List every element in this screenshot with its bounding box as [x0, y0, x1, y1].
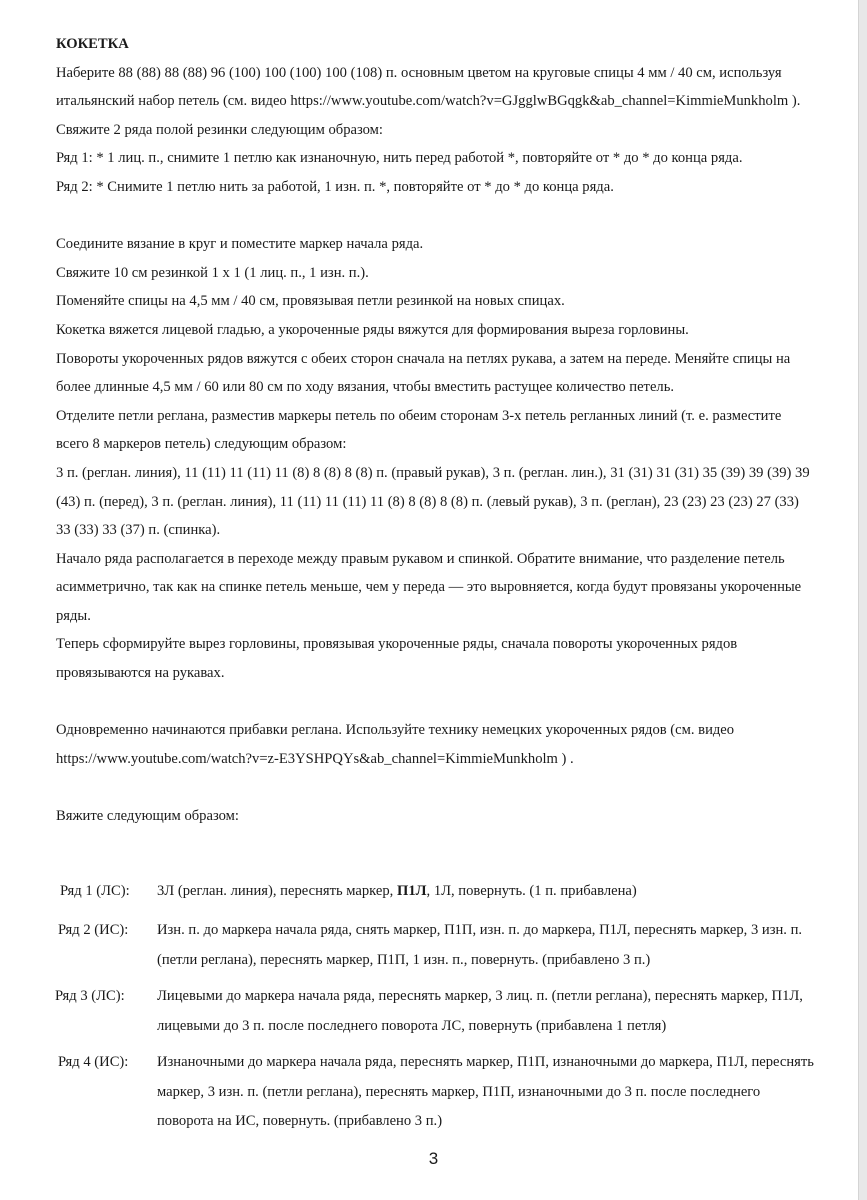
paragraph-knit-as-follows: Вяжите следующим образом: — [56, 808, 239, 825]
row-text-bold: П1Л — [396, 883, 427, 899]
row-label: Ряд 1 (ЛС): — [60, 883, 130, 899]
viewer-edge — [858, 0, 867, 1200]
row-text: Лицевыми до маркера начала ряда, переснять маркер, 3 лиц. п. (петли реглана), переснять маркер, П1Л, лицевыми до 3 п. после последнего поворота ЛС, повернуть (прибавлена 1 петля) — [157, 988, 803, 1034]
row-text-part: 3Л (реглан. линия), переснять маркер, — [157, 883, 397, 899]
row-label: Ряд 3 (ЛС): — [55, 988, 125, 1004]
body-text — [56, 30, 816, 831]
paragraph-raglan: Одновременно начинаются прибавки реглана. Используйте технику немецких укороченных рядов (см. видео https://www.youtube.com/watch?v=z-E3YSHPQYs&ab_channel=KimmieMunkholm ) . — [56, 722, 735, 767]
paragraph-neckline: Теперь сформируйте вырез горловины, провязывая укороченные ряды, сначала повороты укороченных рядов провязываются на рукавах. — [56, 636, 738, 682]
spacer — [56, 202, 816, 231]
paragraph-row-1: Ряд 1: * 1 лиц. п., снимите 1 петлю как изнаночную, нить перед работой *, повторяйте от * до * до конца ряда. — [56, 150, 743, 167]
spacer — [56, 688, 816, 717]
row-text: Изнаночными до маркера начала ряда, переснять маркер, П1П, изнаночными до маркера, П1Л, переснять маркер, 3 изн. п. (петли реглана), переснять маркер, П1П, изнаночными до 3 п. после последнего поворота на ИС, повернуть. (прибавлено 3 п.) — [157, 1054, 814, 1130]
paragraph-rib: Свяжите 10 см резинкой 1 х 1 (1 лиц. п., 1 изн. п.). — [56, 264, 369, 281]
row-label: Ряд 2 (ИС): — [58, 922, 129, 938]
paragraph-short-rows: Повороты укороченных рядов вяжутся с обеих сторон сначала на петлях рукава, а затем на переде. Меняйте спицы на более длинные 4,5 мм / 60 или 80 см по ходу вязания, чтобы вместить растущее количество петель. — [56, 350, 791, 396]
page-number: 3 — [428, 1149, 439, 1168]
paragraph-row-2: Ряд 2: * Снимите 1 петлю нить за работой, 1 изн. п. *, повторяйте от * до * до конца ряда. — [56, 178, 614, 195]
paragraph-round-start: Начало ряда располагается в переходе между правым рукавом и спинкой. Обратите внимание, что разделение петель асимметрично, так как на спинке петель меньше, чем у переда — это выровняется, когда будут провязаны укороченные ряды. — [56, 550, 802, 624]
row-label: Ряд 4 (ИС): — [58, 1054, 129, 1070]
paragraph-tubular-rib: Свяжите 2 ряда полой резинки следующим образом: — [56, 121, 383, 138]
row-text — [157, 877, 817, 907]
paragraph-needles: Поменяйте спицы на 4,5 мм / 40 см, провязывая петли резинкой на новых спицах. — [56, 293, 565, 310]
row-text-part: , 1Л, повернуть. (1 п. прибавлена) — [426, 883, 637, 899]
row-text: Изн. п. до маркера начала ряда, снять маркер, П1П, изн. п. до маркера, П1Л, переснять маркер, 3 изн. п. (петли реглана), переснять маркер, П1П, 1 изн. п., повернуть. (прибавлено 3 п.) — [157, 922, 803, 968]
paragraph-markers: Отделите петли реглана, разместив маркеры петель по обеим сторонам 3-х петель регланных линий (т. е. разместите всего 8 маркеров петель) следующим образом: — [56, 407, 782, 453]
paragraph-yoke: Кокетка вяжется лицевой гладью, а укороченные ряды вяжутся для формирования выреза горловины. — [56, 321, 689, 338]
paragraph-join: Соедините вязание в круг и поместите маркер начала ряда. — [56, 236, 424, 253]
spacer — [56, 773, 816, 802]
section-heading: КОКЕТКА — [56, 36, 129, 52]
paragraph-cast-on: Наберите 88 (88) 88 (88) 96 (100) 100 (100) 100 (108) п. основным цветом на круговые спицы 4 мм / 40 см, используя итальянский набор петель (см. видео https://www.youtube.com/watch?v=GJgglwBGqgk&ab_channel=KimmieMunkholm ). — [56, 64, 801, 110]
paragraph-stitch-counts: 3 п. (реглан. линия), 11 (11) 11 (11) 11 (8) 8 (8) 8 (8) п. (правый рукав), 3 п. (реглан. лин.), 31 (31) 31 (31) 35 (39) 39 (39) 39 (43) п. (перед), 3 п. (реглан. линия), 11 (11) 11 (11) 11 (8) 8 (8) 8 (8) п. (левый рукав), 3 п. (реглан), 23 (23) 23 (23) 27 (33) 33 (33) 33 (37) п. (спинка). — [56, 464, 810, 539]
